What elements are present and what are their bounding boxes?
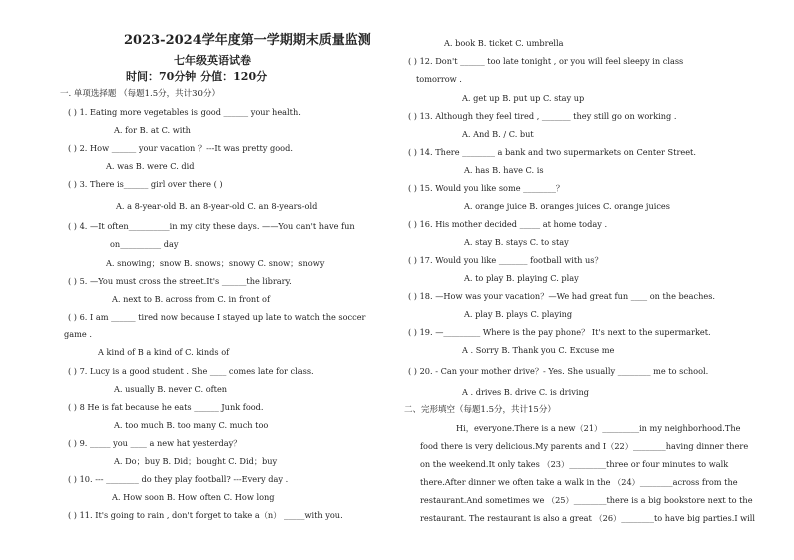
- time-score: 时间：70分钟 分值：120分: [126, 70, 268, 83]
- question-stem: ( ) 6. I am ______ tired now because I stayed up late to watch the soccer: [68, 312, 366, 322]
- question-options: A . drives B. drive C. is driving: [462, 387, 589, 397]
- question-stem: ( ) 1. Eating more vegetables is good ______ your health.: [68, 107, 301, 117]
- question-options: A. How soon B. How often C. How long: [112, 492, 275, 502]
- question-continuation: on__________ day: [110, 239, 179, 249]
- question-stem: ( ) 20. - Can your mother drive？- Yes. She usually ________ me to school.: [408, 366, 709, 376]
- question-stem: ( ) 19. —_________ Where is the pay phone？ It's next to the supermarket.: [408, 327, 711, 337]
- question-stem: ( ) 16. His mother decided _____ at home today .: [408, 219, 608, 229]
- question-stem: ( ) 7. Lucy is a good student . She ____ comes late for class.: [68, 366, 314, 376]
- question-stem: ( ) 11. It's going to rain , don't forget to take a（n） _____with you.: [68, 510, 343, 520]
- question-options: A. next to B. across from C. in front of: [112, 294, 271, 304]
- cloze-line: on the weekend.It only takes （23）_________three or four minutes to walk: [420, 459, 729, 469]
- cloze-line: Hi，everyone.There is a new（21）_________in my neighborhood.The: [456, 423, 741, 433]
- question-stem: ( ) 5. —You must cross the street.It's ______the library.: [68, 276, 292, 286]
- section1-heading: 一. 单项选择题 （每题1.5分，共计30分）: [60, 89, 220, 99]
- question-options: A. get up B. put up C. stay up: [462, 93, 585, 103]
- question-options: A. has B. have C. is: [464, 165, 544, 175]
- question-options: A. a 8-year-old B. an 8-year-old C. an 8-years-old: [116, 201, 318, 211]
- cloze-line: restaurant. The restaurant is also a great （26）________to have big parties.I will: [420, 513, 756, 523]
- question-stem: ( ) 12. Don't ______ too late tonight , or you will feel sleepy in class: [408, 56, 684, 66]
- question-options: A kind of B a kind of C. kinds of: [98, 347, 230, 357]
- question-stem: ( ) 18. —How was your vacation？—We had great fun ____ on the beaches.: [408, 291, 715, 301]
- question-stem: ( ) 15. Would you like some ________？: [408, 183, 565, 193]
- question-stem: ( ) 13. Although they feel tired , _______ they still go on working .: [408, 111, 677, 121]
- question-continuation: tomorrow .: [416, 74, 462, 84]
- question-options: A. book B. ticket C. umbrella: [444, 38, 564, 48]
- page-title: 2023-2024学年度第一学期期末质量监测: [124, 33, 371, 48]
- question-stem: ( ) 9. _____ you ____ a new hat yesterday？: [68, 438, 242, 448]
- question-continuation: game .: [64, 329, 92, 339]
- cloze-line: food there is very delicious.My parents and I（22）________having dinner there: [420, 441, 749, 451]
- cloze-line: there.After dinner we often take a walk in the （24）________across from the: [420, 477, 738, 487]
- question-options: A. And B. / C. but: [462, 129, 534, 139]
- question-stem: ( ) 10. --- ________ do they play football? ---Every day .: [68, 474, 289, 484]
- question-stem: ( ) 4. —It often__________in my city these days. ——You can't have fun: [68, 221, 355, 231]
- question-options: A. usually B. never C. often: [114, 384, 228, 394]
- section2-heading: 二、完形填空（每题1.5分，共计15分）: [404, 405, 556, 415]
- question-stem: ( ) 2. How ______ your vacation ？---It was pretty good.: [68, 143, 293, 153]
- question-options: A. too much B. too many C. much too: [114, 420, 269, 430]
- question-options: A. was B. were C. did: [106, 161, 195, 171]
- question-options: A. orange juice B. oranges juices C. orange juices: [464, 201, 670, 211]
- question-options: A. for B. at C. with: [114, 125, 191, 135]
- question-options: A. to play B. playing C. play: [464, 273, 579, 283]
- question-stem: ( ) 14. There ________ a bank and two supermarkets on Center Street.: [408, 147, 696, 157]
- question-options: A. stay B. stays C. to stay: [464, 237, 569, 247]
- question-options: A. Do；buy B. Did；bought C. Did；buy: [114, 456, 278, 466]
- question-options: A . Sorry B. Thank you C. Excuse me: [462, 345, 615, 355]
- question-stem: ( ) 3. There is______ girl over there ( ): [68, 179, 223, 189]
- page-subtitle: 七年级英语试卷: [174, 54, 251, 67]
- question-stem: ( ) 17. Would you like _______ football with us？: [408, 255, 603, 265]
- question-options: A. snowing；snow B. snows；snowy C. snow；snowy: [106, 258, 325, 268]
- question-options: A. play B. plays C. playing: [464, 309, 573, 319]
- question-stem: ( ) 8 He is fat because he eats ______ Junk food.: [68, 402, 264, 412]
- cloze-line: restaurant.And sometimes we （25）________there is a big bookstore next to the: [420, 495, 753, 505]
